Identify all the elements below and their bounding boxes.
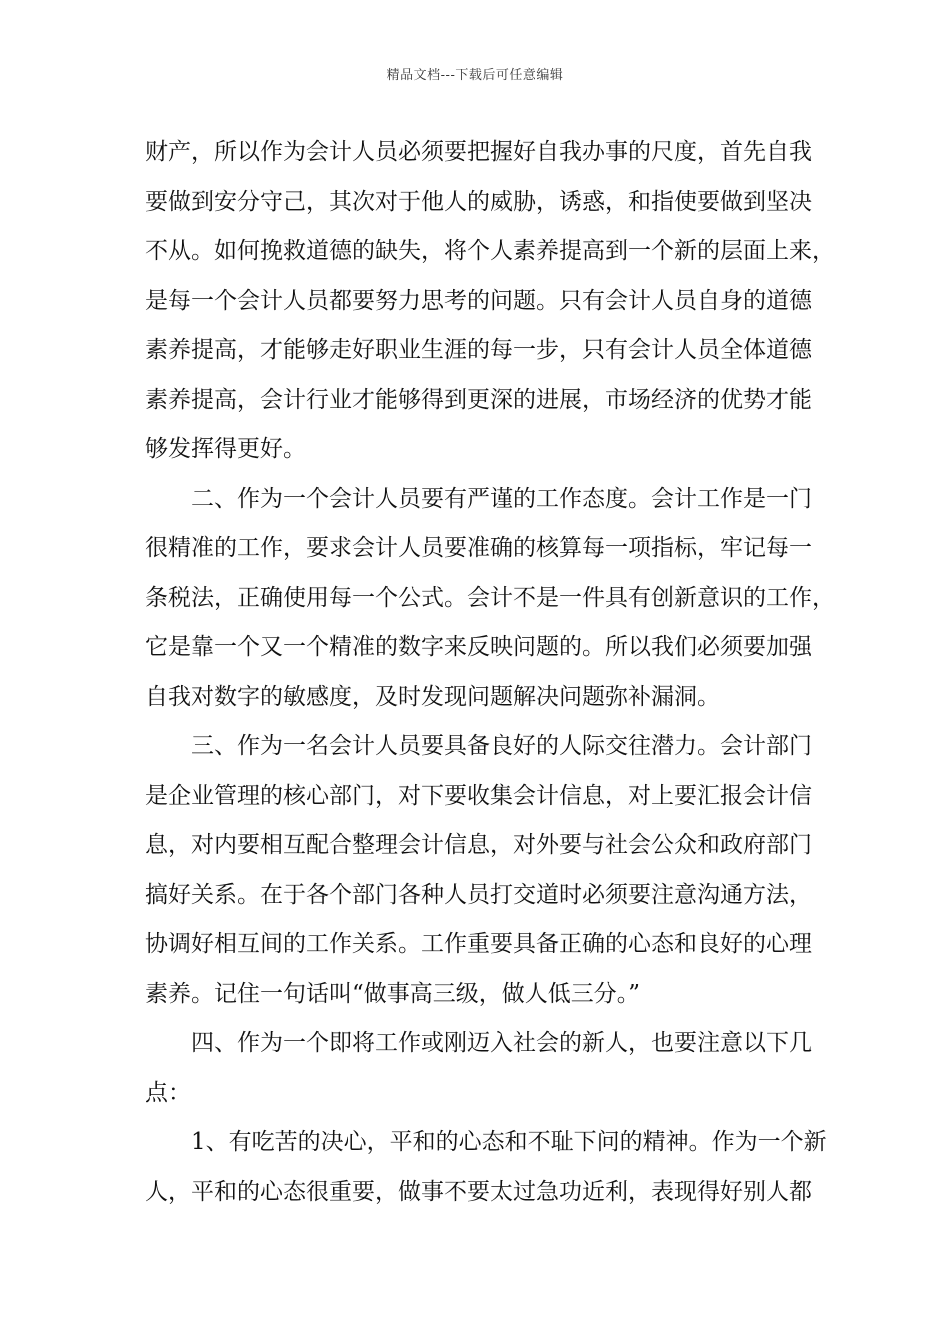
- text-line: 是每一个会计人员都要努力思考的问题。只有会计人员自身的道德: [145, 287, 812, 314]
- text-line: 人，平和的心态很重要，做事不要太过急功近利，表现得好别人都: [145, 1178, 812, 1205]
- text-line: 素养提高，会计行业才能够得到更深的进展，市场经济的优势才能: [145, 386, 812, 413]
- page-header: 精品文档---下载后可任意编辑: [386, 68, 564, 83]
- text-line: 它是靠一个又一个精准的数字来反映问题的。所以我们必须要加强: [145, 634, 812, 660]
- text-line: 财产，所以作为会计人员必须要把握好自我办事的尺度，首先自我: [145, 139, 812, 165]
- text-line: 要做到安分守己，其次对于他人的威胁，诱惑，和指使要做到坚决: [145, 188, 812, 215]
- text-line: 是企业管理的核心部门，对下要收集会计信息，对上要汇报会计信: [145, 782, 812, 809]
- text-line: 条税法，正确使用每一个公式。会计不是一件具有创新意识的工作，: [145, 584, 835, 611]
- text-line: 够发挥得更好。: [145, 436, 306, 462]
- paragraph-first-line: 二、作为一个会计人员要有严谨的工作态度。会计工作是一门: [191, 485, 812, 512]
- text-line: 协调好相互间的工作关系。工作重要具备正确的心态和良好的心理: [145, 931, 812, 957]
- text-line: 素养。记住一句话叫“做事高三级，做人低三分。”: [145, 980, 641, 1007]
- text-line: 很精准的工作，要求会计人员要准确的核算每一项指标，牢记每一: [145, 535, 812, 561]
- paragraph-first-line: 1、有吃苦的决心，平和的心态和不耻下问的精神。作为一个新: [191, 1129, 827, 1155]
- text-line: 点：: [145, 1079, 191, 1106]
- text-line: 不从。如何挽救道德的缺失，将个人素养提高到一个新的层面上来，: [145, 238, 835, 264]
- paragraph-first-line: 四、作为一个即将工作或刚迈入社会的新人，也要注意以下几: [191, 1030, 812, 1056]
- paragraph-first-line: 三、作为一名会计人员要具备良好的人际交往潜力。会计部门: [191, 733, 812, 759]
- text-line: 素养提高，才能够走好职业生涯的每一步，只有会计人员全体道德: [145, 337, 812, 363]
- document-body: [145, 128, 835, 1217]
- text-line: 自我对数字的敏感度，及时发现问题解决问题弥补漏洞。: [145, 683, 720, 710]
- text-line: 息，对内要相互配合整理会计信息，对外要与社会公众和政府部门: [145, 832, 812, 858]
- text-line: 搞好关系。在于各个部门各种人员打交道时必须要注意沟通方法，: [145, 881, 812, 908]
